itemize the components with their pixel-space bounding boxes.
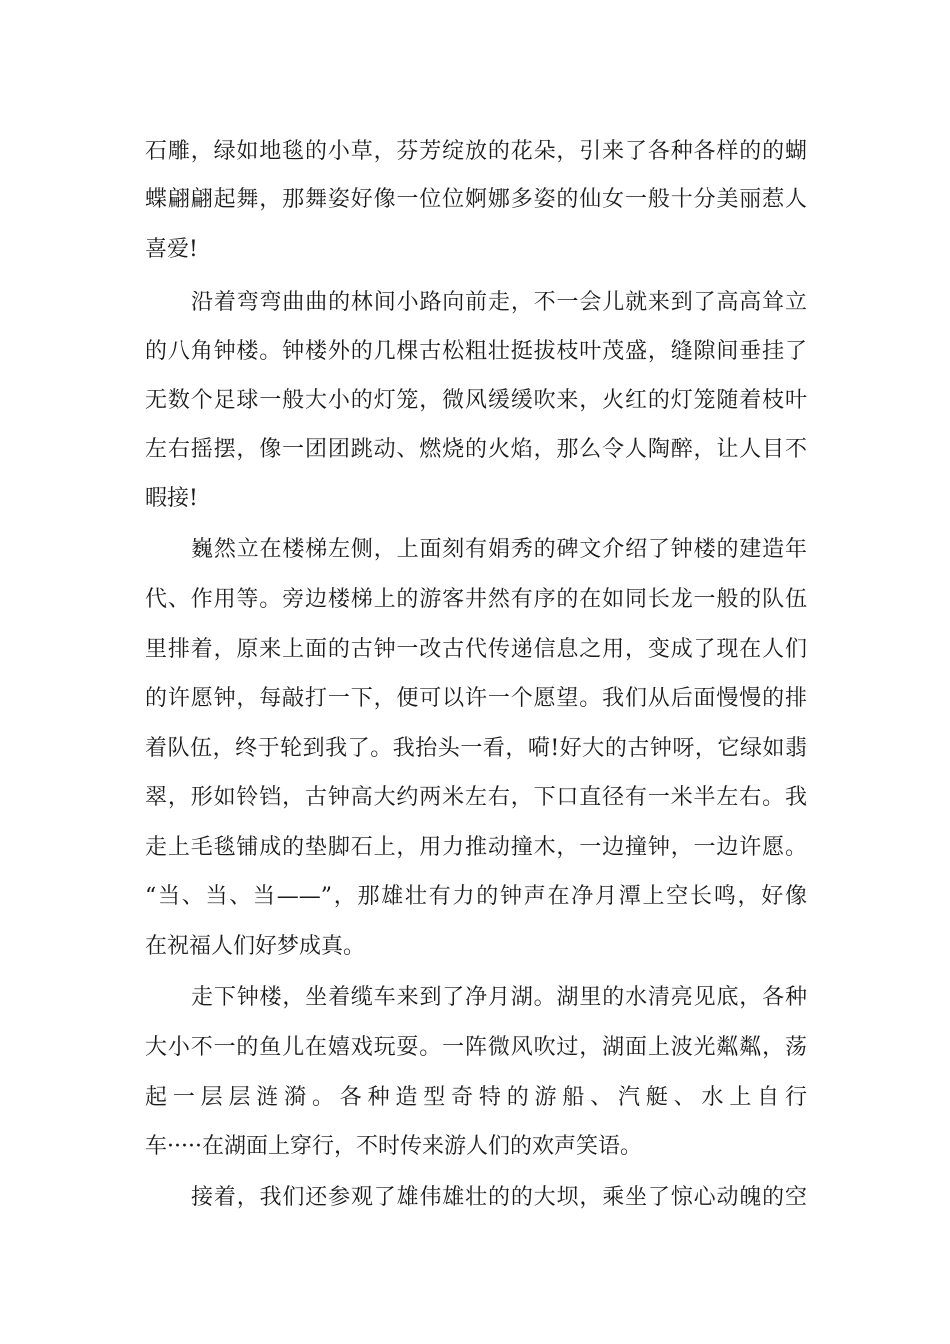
paragraph-3-line-9: 在祝福人们好梦成真。 — [145, 934, 366, 959]
paragraph-3-line-3: 里排着，原来上面的古钟一改古代传递信息之用，变成了现在人们 — [145, 637, 807, 662]
paragraph-1-line-3: 喜爱! — [145, 237, 198, 262]
paragraph-2-line-2: 的八角钟楼。钟楼外的几棵古松粗壮挺拔枝叶茂盛，缝隙间垂挂了 — [145, 339, 807, 364]
paragraph-2-line-4: 左右摇摆，像一团团跳动、燃烧的火焰，那么令人陶醉，让人目不 — [145, 437, 807, 462]
paragraph-3-line-2: 代、作用等。旁边楼梯上的游客井然有序的在如同长龙一般的队伍 — [145, 587, 807, 612]
paragraph-3-line-1: 巍然立在楼梯左侧，上面刻有娟秀的碑文介绍了钟楼的建造年 — [191, 537, 807, 562]
paragraph-3-line-4: 的许愿钟，每敲打一下，便可以许一个愿望。我们从后面慢慢的排 — [145, 686, 807, 711]
paragraph-2-line-1: 沿着弯弯曲曲的林间小路向前走，不一会儿就来到了高高耸立 — [191, 290, 807, 315]
paragraph-3-line-7: 走上毛毯铺成的垫脚石上，用力推动撞木，一边撞钟，一边许愿。 — [145, 835, 807, 860]
paragraph-2-line-3: 无数个足球一般大小的灯笼，微风缓缓吹来，火红的灯笼随着枝叶 — [145, 388, 807, 413]
paragraph-2-line-5: 暇接! — [145, 486, 198, 511]
paragraph-3-line-8: “当、当、当——”，那雄壮有力的钟声在净月潭上空长鸣，好像 — [145, 884, 807, 909]
paragraph-3-line-6: 翠，形如铃铛，古钟高大约两米左右，下口直径有一米半左右。我 — [145, 785, 807, 810]
paragraph-1-line-2: 蝶翩翩起舞，那舞姿好像一位位婀娜多姿的仙女一般十分美丽惹人 — [145, 187, 807, 212]
paragraph-4-line-4: 车·····在湖面上穿行，不时传来游人们的欢声笑语。 — [145, 1134, 642, 1159]
paragraph-4-line-3: 起一层层涟漪。各种造型奇特的游船、汽艇、水上自行 — [145, 1085, 807, 1110]
paragraph-5-line-1: 接着，我们还参观了雄伟雄壮的的大坝，乘坐了惊心动魄的空 — [191, 1185, 807, 1210]
paragraph-4-line-2: 大小不一的鱼儿在嬉戏玩耍。一阵微风吹过，湖面上波光粼粼，荡 — [145, 1035, 807, 1060]
paragraph-4-line-1: 走下钟楼，坐着缆车来到了净月湖。湖里的水清亮见底，各种 — [191, 985, 807, 1010]
paragraph-1-line-1: 石雕，绿如地毯的小草，芬芳绽放的花朵，引来了各种各样的的蝴 — [145, 139, 807, 164]
paragraph-3-line-5: 着队伍，终于轮到我了。我抬头一看，嗬!好大的古钟呀，它绿如翡 — [145, 736, 807, 761]
